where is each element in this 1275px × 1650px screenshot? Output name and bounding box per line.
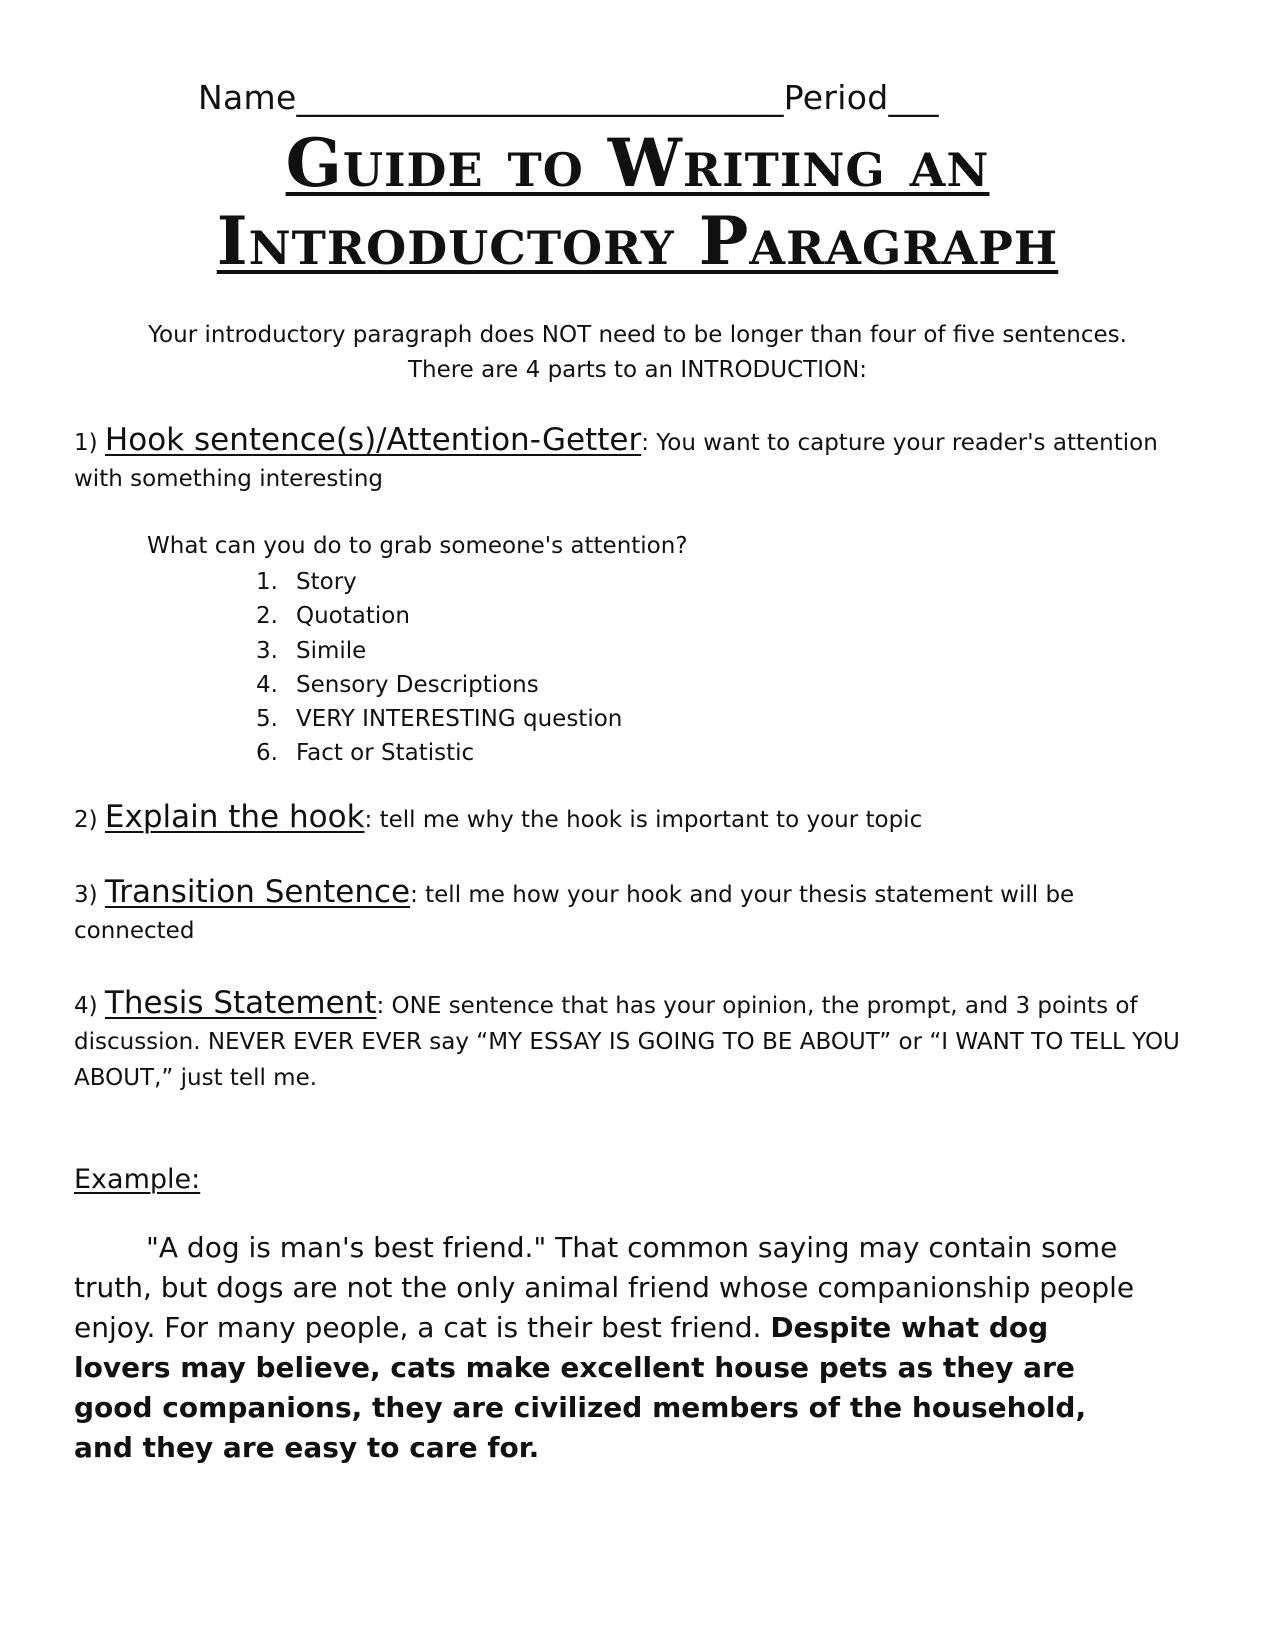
list-number: 2. xyxy=(256,603,278,630)
list-item xyxy=(256,634,622,668)
part-description: : tell me why the hook is important to your topic xyxy=(364,807,923,833)
list-label: Quotation xyxy=(296,603,410,630)
part-heading: Hook sentence(s)/Attention-Getter xyxy=(104,422,642,458)
part-thesis xyxy=(74,985,1199,1096)
part-transition xyxy=(74,874,1199,949)
list-item xyxy=(256,668,622,702)
list-item xyxy=(256,736,622,770)
page-title xyxy=(0,124,1275,280)
list-item xyxy=(256,702,622,736)
list-label: Simile xyxy=(296,637,367,664)
part-heading: Explain the hook xyxy=(104,799,365,835)
part-number: 3) xyxy=(74,882,98,908)
list-item xyxy=(256,565,622,599)
intro-line-1: Your introductory paragraph does NOT need to be longer than four of five sentences. xyxy=(148,322,1127,348)
part-description: : You want to capture your reader's attention with something interesting xyxy=(74,430,1158,492)
example-paragraph xyxy=(74,1228,1154,1468)
hook-ideas-list xyxy=(256,565,622,771)
part-number: 2) xyxy=(74,807,98,833)
list-number: 5. xyxy=(256,706,278,733)
intro-text xyxy=(0,318,1275,388)
example-text: "A dog is man's best friend." That common saying may contain some truth, but dogs are not the only animal friend whose companionship people enjoy. For many people, a cat is their best friend. xyxy=(74,1231,1135,1344)
intro-line-2: There are 4 parts to an INTRODUCTION: xyxy=(407,357,868,383)
list-number: 1. xyxy=(256,569,278,595)
part-explain-hook xyxy=(74,799,1199,838)
hook-question: What can you do to grab someone's attention? xyxy=(147,533,688,559)
title-line-2: Introductory Paragraph xyxy=(216,202,1059,280)
part-number: 1) xyxy=(74,430,98,456)
example-label: Example: xyxy=(74,1164,201,1195)
part-hook xyxy=(74,422,1199,497)
example-thesis-text: Despite what dog lovers may believe, cats make excellent house pets as they are good companions, they are civilized members of the household, and they are easy to care for. xyxy=(74,1311,1087,1464)
name-period-line: Name_____________________________Period___ xyxy=(198,78,939,117)
part-description: : ONE sentence that has your opinion, the prompt, and 3 points of discussion. NEVER EVER EVER say “MY ESSAY IS GOING TO BE ABOUT” or “I WANT TO TELL YOU ABOUT,” just tell me. xyxy=(74,993,1180,1091)
part-heading: Transition Sentence xyxy=(104,874,411,910)
list-number: 6. xyxy=(256,740,278,767)
list-label: VERY INTERESTING question xyxy=(296,706,623,733)
list-item xyxy=(256,599,622,633)
list-label: Fact or Statistic xyxy=(296,740,475,767)
part-number: 4) xyxy=(74,993,98,1019)
list-number: 3. xyxy=(256,637,278,664)
part-description: : tell me how your hook and your thesis statement will be connected xyxy=(74,882,1075,944)
list-label: Story xyxy=(296,569,357,595)
list-number: 4. xyxy=(256,671,278,698)
part-heading: Thesis Statement xyxy=(104,985,377,1021)
list-label: Sensory Descriptions xyxy=(296,671,539,698)
title-line-1: Guide to Writing an xyxy=(285,124,990,202)
